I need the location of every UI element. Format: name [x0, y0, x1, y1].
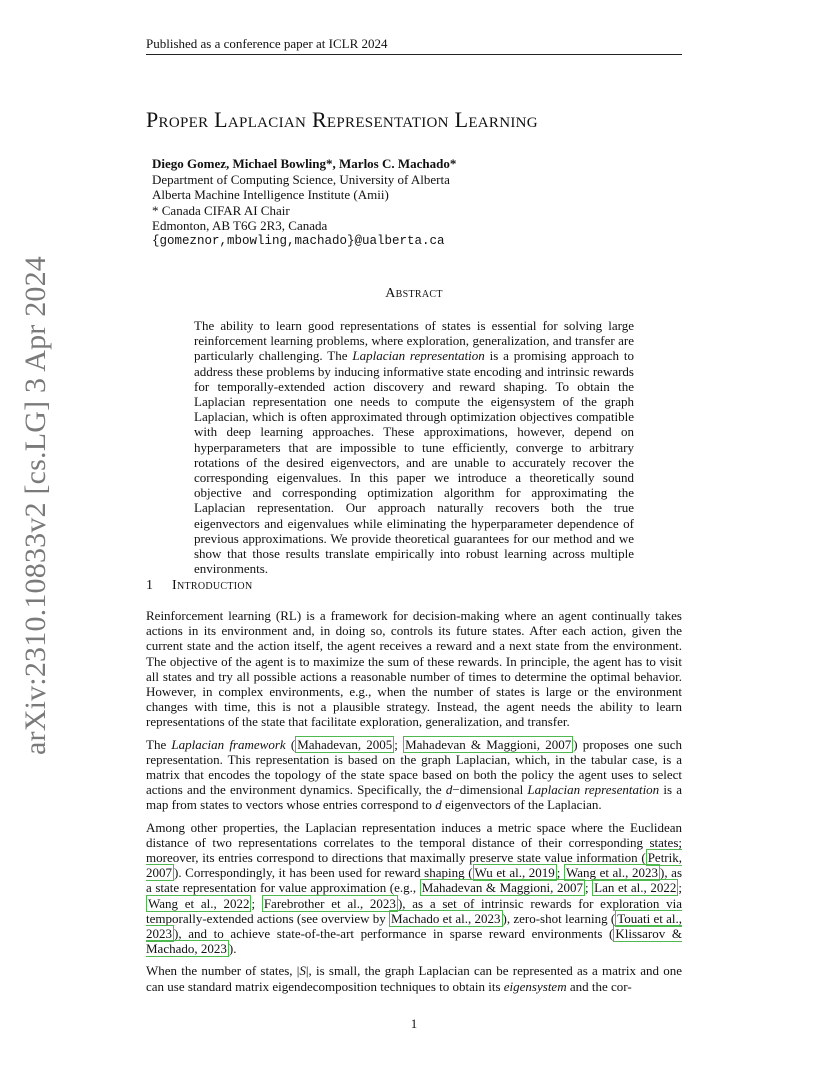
text-run: ( [285, 736, 296, 752]
author-emails[interactable]: {gomeznor,mbowling,machado}@ualberta.ca [152, 233, 445, 248]
math-symbol: S [299, 963, 306, 979]
text-run: −dimensional [452, 782, 528, 798]
text-run: ). Correspondingly, it has been used for reward shaping ( [174, 865, 473, 881]
abstract-heading: Abstract [385, 286, 443, 301]
text-run: eigenvectors of the Laplacian. [441, 797, 602, 813]
page-number: 1 [410, 1016, 418, 1031]
abstract-text-1: The ability to learn good representations of states is essential for solving large reinforcement learning problems, where exploration, generalization, and transfer are particularly challenging. [194, 318, 634, 364]
address: Edmonton, AB T6G 2R3, Canada [152, 218, 328, 233]
citation-link[interactable]: Wang et al., 2022 [148, 895, 250, 911]
section-number: 1 [146, 578, 154, 593]
citation-link[interactable]: Mahadevan, 2005 [297, 736, 393, 752]
author-names: Diego Gomez, Michael Bowling*, Marlos C. Machado* [152, 156, 457, 171]
citation-link[interactable]: Klissarov & Machado, 2023 [146, 926, 682, 957]
abstract-text-2: is a promising approach to address these problems by inducing informative state encoding and intrinsic rewards for temporally-extended action discovery and reward shaping. To obtain the Laplacian representation one needs to compute the eigensystem of the graph Laplacian, which is often approximated through optimization objectives compatible with deep learning approaches. These approximations, however, depend on hyperparameters that are impossible to tune efficiently, converge to arbitrary rotations of the desired eigenvectors, and are unable to accurately recover the corresponding eigenvalues. In this paper we introduce a theoretically sound objective and corresponding optimization algorithm for approximating the Laplacian representation. Our approach naturally recovers both the true eigenvectors and eigenvalues while eliminating the hyperparameter dependence of previous approximations. We provide theoretical guarantees for our method and we show that those results translate empirically into robust learning across multiple environments. [194, 348, 634, 577]
section-title: Introduction [172, 578, 253, 593]
text-run: When the number of states, | [146, 963, 300, 979]
text-run: ; [394, 736, 404, 752]
emphasis: eigensystem [503, 978, 567, 994]
text-run: ), as a set of intrinsic rewards for exploration via temporally-extended actions (see overview by [146, 895, 682, 926]
text-run: ), as a state representation for value approximation (e.g., [146, 865, 683, 896]
text-run: ), zero-shot learning ( [502, 910, 616, 926]
introduction-body [146, 608, 682, 1001]
paper-title: Proper Laplacian Representation Learning [146, 107, 538, 132]
text-run: ) proposes one such representation. This representation is based on the graph Laplacian, which, in the tabular case, is a matrix that encodes the topology of the state space based on both the policy the agent uses to select actions and the environment dynamics. Specifically, the [146, 736, 682, 798]
intro-paragraph-4 [146, 963, 682, 993]
text-run: Among other properties, the Laplacian representation induces a metric space where the Euclidean distance of two representations correlates to the temporal distance of their corresponding states; moreover, its entries correspond to directions that maximally preserve state value information ( [146, 819, 682, 866]
citation-link[interactable]: Farebrother et al., 2023 [263, 895, 396, 911]
running-header: Published as a conference paper at ICLR 2024 [146, 36, 682, 55]
text-run: ; [678, 880, 682, 896]
text-run: |, is small, the graph Laplacian can be represented as a matrix and one can use standard matrix eigendecomposition techniques to obtain its [146, 963, 682, 994]
citation-link[interactable]: Wang et al., 2023 [566, 865, 659, 881]
affiliation-2: Alberta Machine Intelligence Institute (Amii) [152, 187, 389, 202]
intro-paragraph-3 [146, 820, 682, 957]
abstract-emphasis: Laplacian representation [352, 348, 485, 364]
citation-link[interactable]: Lan et al., 2022 [594, 880, 677, 896]
author-block [152, 156, 652, 249]
citation-link[interactable]: Touati et al., 2023 [146, 910, 683, 942]
text-run: The [146, 736, 172, 752]
math-symbol: d [435, 797, 442, 813]
affiliation-3: * Canada CIFAR AI Chair [152, 202, 290, 218]
text-run: ; [584, 880, 593, 896]
citation-link[interactable]: Mahadevan & Maggioni, 2007 [405, 736, 572, 752]
abstract-body: The ability to learn good representations of states is essential for solving large reinforcement learning problems, where exploration, generalization, and transfer are particularly challenging. The Laplacian representation is a promising approach to address these problems by inducing informative state encoding and intrinsic rewards for temporally-extended action discovery and reward shaping. To obtain the Laplacian representation one needs to compute the eigensystem of the graph Laplacian, which is often approximated through optimization objectives compatible with deep learning approaches. These approximations, however, depend on hyperparameters that are impossible to tune efficiently, converge to arbitrary rotations of the desired eigenvectors, and are unable to accurately recover the corresponding eigenvalues. In this paper we introduce a theoretically sound objective and corresponding optimization algorithm for approximating the Laplacian representation. Our approach naturally recovers both the true eigenvectors and eigenvalues while eliminating the hyperparameter dependence of previous approximations. We provide theoretical guarantees for our method and we show that those results translate empirically into robust learning across multiple environments. [194, 318, 634, 577]
affiliation-1: Department of Computing Science, University of Alberta [152, 171, 450, 187]
text-run: and the cor- [566, 978, 632, 994]
section-heading-introduction [146, 578, 682, 594]
arxiv-stamp: arXiv:2310.10833v2 [cs.LG] 3 Apr 2024 [19, 255, 52, 755]
emphasis: Laplacian framework [171, 736, 286, 752]
text-run: ; [556, 865, 564, 881]
text-run: ; [251, 895, 262, 911]
emphasis: Laplacian representation [527, 782, 660, 798]
citation-link[interactable]: Wu et al., 2019 [474, 865, 555, 881]
text-run: ). [228, 941, 237, 957]
citation-link[interactable]: Petrik, 2007 [146, 850, 682, 881]
math-symbol: d [445, 782, 453, 798]
citation-link[interactable]: Mahadevan & Maggioni, 2007 [421, 880, 583, 896]
citation-link[interactable]: Machado et al., 2023 [391, 910, 501, 926]
text-run: ), and to achieve state-of-the-art performance in sparse reward environments ( [174, 926, 614, 942]
intro-paragraph-2 [146, 737, 682, 813]
intro-paragraph-1: Reinforcement learning (RL) is a framework for decision-making where an agent continually takes actions in its environment and, in doing so, controls its future states. After each action, given the current state and the action itself, the agent receives a reward and a next state from the environment. The objective of the agent is to maximize the sum of these rewards. In principle, the agent has to visit all states and try all possible actions a reasonable number of times to determine the optimal behavior. However, in complex environments, e.g., when the number of states is large or the environment changes with time, this is not a plausible strategy. Instead, the agent needs the ability to learn representations of the state that facilitate exploration, generalization, and transfer. [146, 608, 682, 730]
text-run: is a map from states to vectors whose entries correspond to [146, 782, 682, 813]
